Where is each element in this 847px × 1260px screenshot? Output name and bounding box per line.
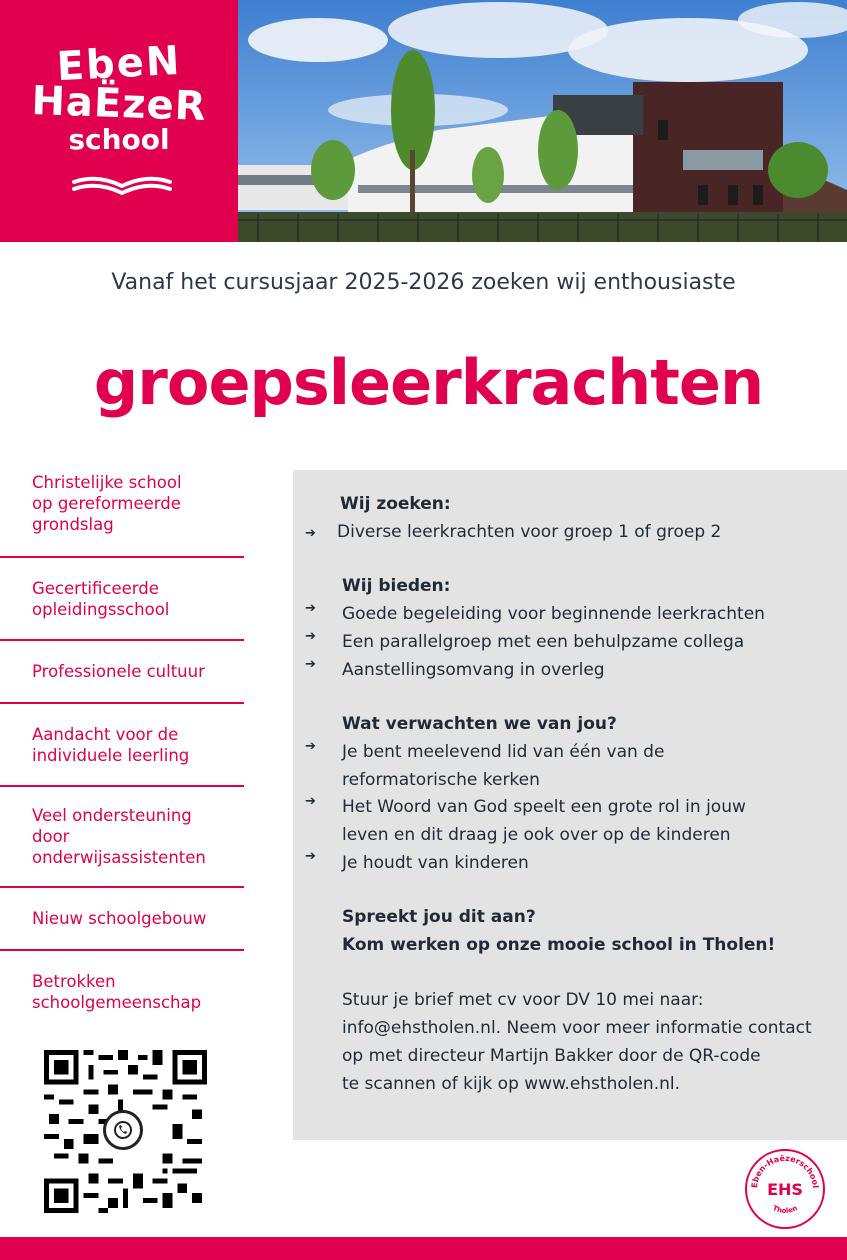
verwachten-item: Je bent meelevend lid van één van de bbox=[342, 742, 665, 762]
arrow-right-icon: ➔ bbox=[305, 739, 316, 754]
bieden-item: Aanstellingsomvang in overleg bbox=[342, 660, 605, 680]
arrow-right-icon: ➔ bbox=[305, 794, 316, 809]
sidebar-item-line: grondslag bbox=[32, 515, 114, 534]
zoeken-item: Diverse leerkrachten voor groep 1 of groep 2 bbox=[337, 522, 722, 542]
bottom-bar bbox=[0, 1237, 847, 1260]
logo-line-3: school bbox=[68, 123, 170, 156]
sidebar-item-line: op gereformeerde bbox=[32, 494, 181, 513]
vacancy-panel bbox=[293, 470, 847, 1140]
sidebar-item-line: Gecertificeerde bbox=[32, 579, 159, 598]
bieden-item: Een parallelgroep met een behulpzame collega bbox=[342, 632, 745, 652]
sidebar-item-line: Veel ondersteuning bbox=[32, 806, 192, 825]
intro-text: Vanaf het cursusjaar 2025-2026 zoeken wij enthousiaste bbox=[111, 270, 736, 295]
sidebar-item-line: Betrokken bbox=[32, 972, 116, 991]
sidebar-item-line: Christelijke school bbox=[32, 473, 182, 492]
sidebar-item bbox=[32, 641, 244, 702]
sidebar-item-line: Professionele cultuur bbox=[32, 662, 205, 681]
sidebar-item-line: individuele leerling bbox=[32, 746, 190, 765]
bieden-heading: Wij bieden: bbox=[342, 576, 451, 596]
arrow-right-icon: ➔ bbox=[305, 601, 316, 616]
school-logo bbox=[0, 0, 238, 242]
sidebar-item bbox=[32, 472, 244, 556]
verwachten-heading: Wat verwachten we van jou? bbox=[342, 714, 617, 734]
verwachten-item: Je houdt van kinderen bbox=[342, 853, 529, 873]
sidebar-item-line: door bbox=[32, 827, 70, 846]
school-stamp bbox=[744, 1148, 826, 1230]
sidebar-item bbox=[32, 704, 244, 785]
sidebar-item bbox=[32, 558, 244, 639]
verwachten-item: Het Woord van God speelt een grote rol in jouw bbox=[342, 797, 746, 817]
stamp-top-text: Eben-Haëzerschool bbox=[749, 1153, 821, 1189]
logo-line-2: HaËzeR bbox=[30, 77, 208, 131]
sidebar-item-line: opleidingsschool bbox=[32, 600, 170, 619]
sidebar-item-line: Aandacht voor de bbox=[32, 725, 179, 744]
cta-line-2: Kom werken op onze mooie school in Tholen! bbox=[342, 935, 776, 955]
stamp-center-text: EHS bbox=[767, 1180, 803, 1199]
whatsapp-icon bbox=[103, 1110, 143, 1150]
sidebar-item-line: onderwijsassistenten bbox=[32, 848, 206, 867]
sidebar-item bbox=[32, 888, 244, 949]
logo-line-1: EbeN bbox=[55, 37, 183, 91]
contact-line: info@ehstholen.nl. Neem voor meer informatie contact bbox=[342, 1018, 812, 1038]
sidebar-features bbox=[32, 472, 244, 1013]
verwachten-item-cont: reformatorische kerken bbox=[342, 770, 540, 790]
contact-line: te scannen of kijk op www.ehstholen.nl. bbox=[342, 1074, 681, 1094]
sidebar-item bbox=[32, 951, 244, 1013]
arrow-right-icon: ➔ bbox=[305, 629, 316, 644]
sidebar-item bbox=[32, 787, 244, 886]
bieden-item: Goede begeleiding voor beginnende leerkrachten bbox=[342, 604, 765, 624]
arrow-right-icon: ➔ bbox=[305, 657, 316, 672]
school-building-photo bbox=[238, 0, 847, 242]
sidebar-item-line: Nieuw schoolgebouw bbox=[32, 909, 207, 928]
zoeken-heading: Wij zoeken: bbox=[340, 494, 451, 514]
contact-line: op met directeur Martijn Bakker door de QR-code bbox=[342, 1046, 761, 1066]
arrow-right-icon: ➔ bbox=[305, 526, 316, 541]
stamp-bottom-text: Tholen bbox=[771, 1204, 799, 1215]
header bbox=[0, 0, 847, 242]
cta-line-1: Spreekt jou dit aan? bbox=[342, 907, 536, 927]
logo-wordmark bbox=[0, 37, 238, 156]
arrow-right-icon: ➔ bbox=[305, 849, 316, 864]
verwachten-item-cont: leven en dit draag je ook over op de kinderen bbox=[342, 825, 731, 845]
page-title: groepsleerkrachten bbox=[93, 346, 764, 419]
sidebar-item-line: schoolgemeenschap bbox=[32, 993, 202, 1012]
contact-line: Stuur je brief met cv voor DV 10 mei naar: bbox=[342, 990, 704, 1010]
book-icon bbox=[72, 174, 172, 196]
